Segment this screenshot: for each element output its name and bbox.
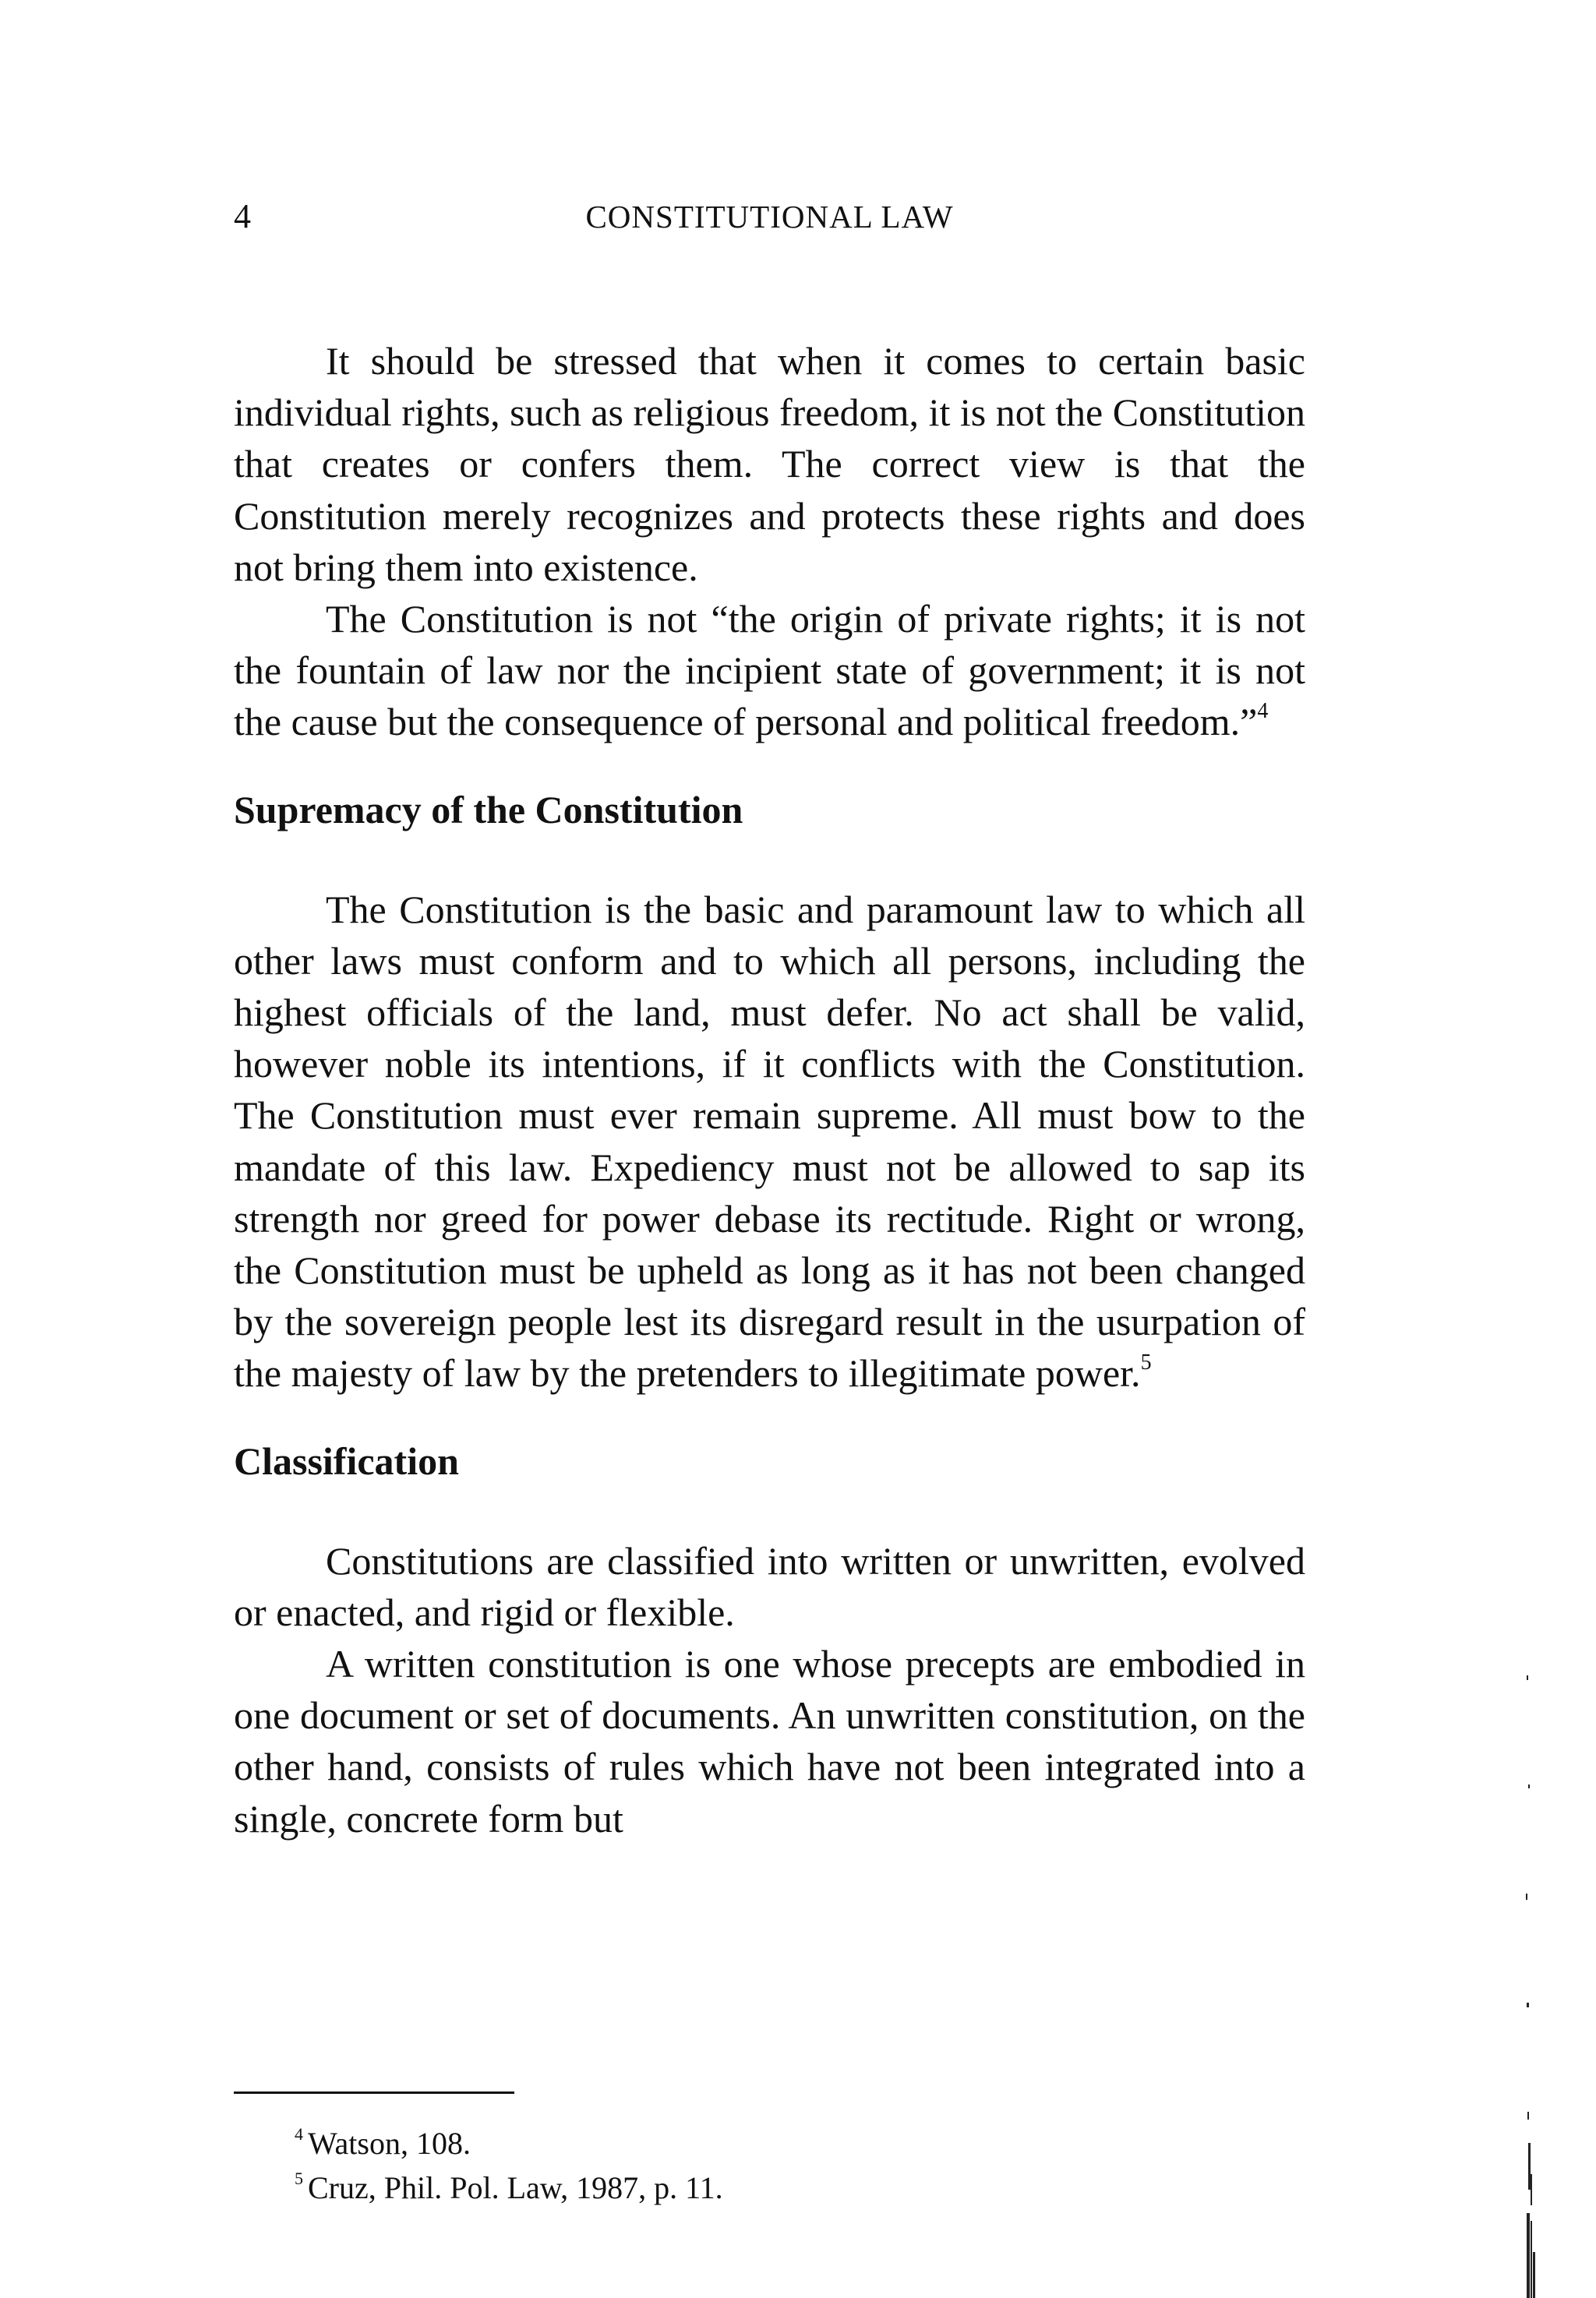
- footnote-5: [295, 2166, 723, 2210]
- section-heading-classification: Classification: [234, 1438, 459, 1483]
- footnote-reference-5[interactable]: 5: [1140, 1350, 1152, 1375]
- page-number: 4: [234, 197, 251, 235]
- footnote-divider: [234, 2091, 514, 2094]
- footnote-marker-4: 4: [295, 2124, 303, 2144]
- paragraph-supremacy: [234, 884, 1305, 1400]
- paragraph-origin-of-rights-text: The Constitution is not “the origin of private rights; it is not the fountain of law nor the incipient state of government; it is not the cause but the consequence of personal and political freedom.”: [234, 597, 1305, 744]
- scan-edge-artifact: [1526, 1675, 1596, 2298]
- footnote-text-5: Cruz, Phil. Pol. Law, 1987, p. 11.: [308, 2170, 723, 2205]
- paragraph-classification-types: Constitutions are classified into written or unwritten, evolved or enacted, and rigid or flexible.: [234, 1538, 1305, 1634]
- footnote-text-4: Watson, 108.: [308, 2126, 471, 2161]
- running-title: CONSTITUTIONAL LAW: [585, 199, 954, 235]
- footnotes: [295, 2121, 723, 2210]
- paragraph-basic-rights: It should be stressed that when it comes to certain basic individual rights, such as religious freedom, it is not the Constitution that creates or confers them. The correct view is that the Constitution merely recognizes and protects these rights and does not bring them into existence.: [234, 339, 1305, 589]
- footnote-4: [295, 2121, 723, 2166]
- footnote-marker-5: 5: [295, 2169, 303, 2188]
- paragraph-origin-of-rights: [234, 593, 1305, 748]
- footnote-reference-4[interactable]: 4: [1257, 699, 1269, 724]
- paragraph-supremacy-text: The Constitution is the basic and paramount law to which all other laws must conform and to which all persons, including the highest officials of the land, must defer. No act shall be valid, however noble its intentions, if it conflicts with the Constitution. The Constitution must ever remain supreme. All must bow to the mandate of this law. Expediency must not be allowed to sap its strength nor greed for power debase its rectitude. Right or wrong, the Constitution must be upheld as long as it has not been changed by the sovereign people lest its disregard result in the usurpation of the majesty of law by the pretenders to illegitimate power.: [234, 887, 1305, 1396]
- section-heading-supremacy: Supremacy of the Constitution: [234, 787, 743, 831]
- paragraph-written-constitution: A written constitution is one whose precepts are embodied in one document or set of documents. An unwritten constitution, on the other hand, consists of rules which have not been integrated into a single, concrete form but: [234, 1642, 1305, 1841]
- running-head: [234, 193, 1305, 240]
- body-text: [234, 335, 1305, 1844]
